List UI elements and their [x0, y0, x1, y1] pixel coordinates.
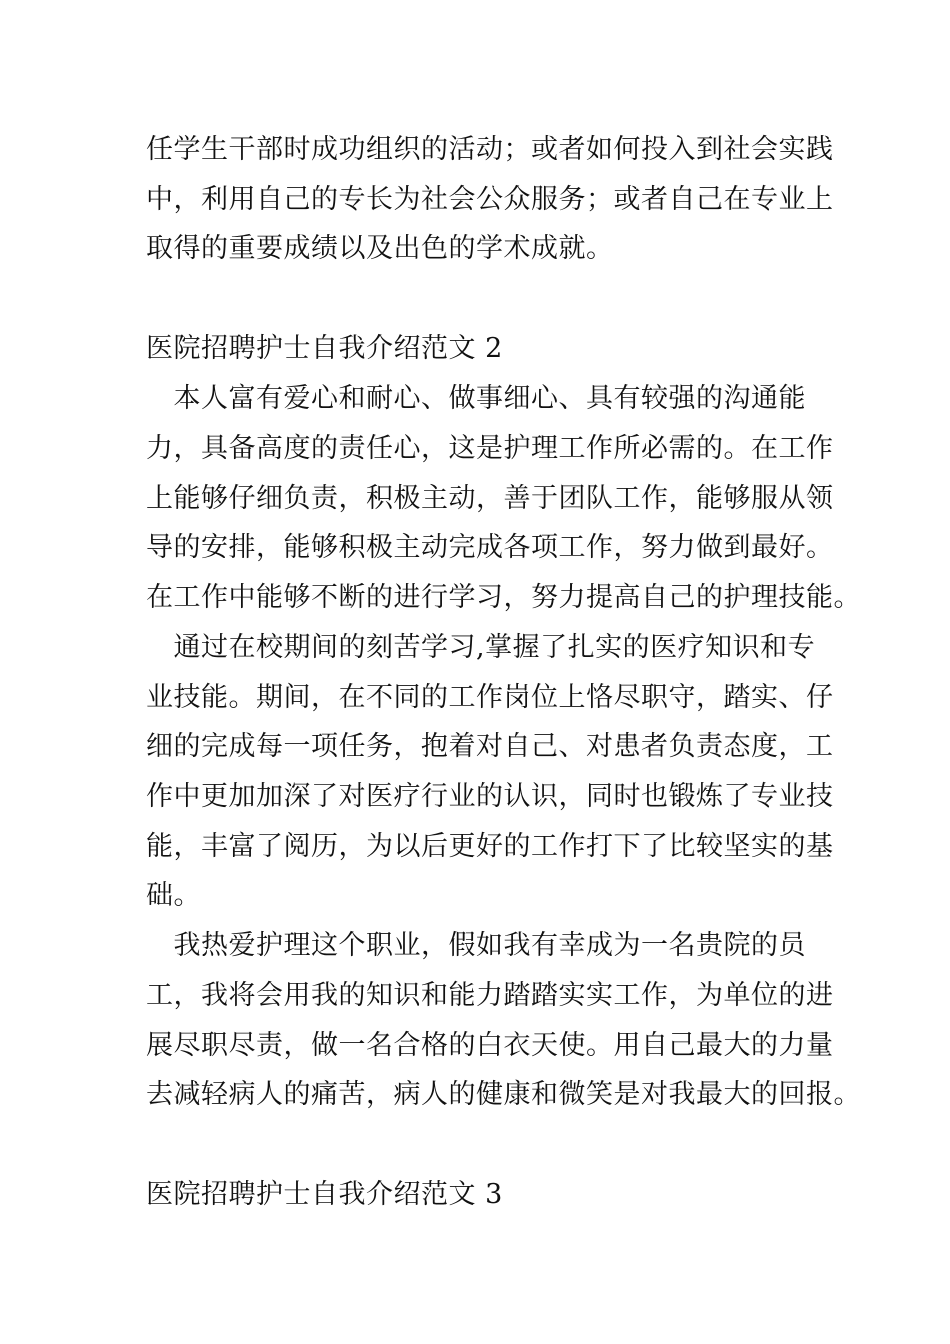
paragraph-line: 任学生干部时成功组织的活动；或者如何投入到社会实践 — [146, 134, 834, 165]
section-heading-2: 医院招聘护士自我介绍范文 2 — [146, 333, 503, 364]
paragraph-line: 展尽职尽责，做一名合格的白衣天使。用自己最大的力量 — [146, 1030, 834, 1061]
paragraph-line: 础。 — [146, 880, 201, 911]
paragraph-line: 在工作中能够不断的进行学习，努力提高自己的护理技能。 — [146, 582, 861, 613]
section-heading-3: 医院招聘护士自我介绍范文 3 — [146, 1179, 503, 1210]
paragraph-line: 业技能。期间，在不同的工作岗位上恪尽职守，踏实、仔 — [146, 682, 834, 713]
paragraph-line: 本人富有爱心和耐心、做事细心、具有较强的沟通能 — [146, 383, 806, 414]
paragraph-line: 上能够仔细负责，积极主动，善于团队工作，能够服从领 — [146, 483, 834, 514]
paragraph-line: 我热爱护理这个职业，假如我有幸成为一名贵院的员 — [146, 930, 806, 961]
paragraph-line: 导的安排，能够积极主动完成各项工作，努力做到最好。 — [146, 532, 834, 563]
paragraph-line: 中，利用自己的专长为社会公众服务；或者自己在专业上 — [146, 184, 834, 215]
paragraph-line: 工，我将会用我的知识和能力踏踏实实工作，为单位的进 — [146, 980, 834, 1011]
paragraph-line: 能，丰富了阅历，为以后更好的工作打下了比较坚实的基 — [146, 831, 834, 862]
paragraph-line: 去减轻病人的痛苦，病人的健康和微笑是对我最大的回报。 — [146, 1079, 861, 1110]
paragraph-line: 取得的重要成绩以及出色的学术成就。 — [146, 233, 614, 264]
paragraph-line: 通过在校期间的刻苦学习,掌握了扎实的医疗知识和专 — [146, 632, 816, 663]
paragraph-line: 细的完成每一项任务，抱着对自己、对患者负责态度，工 — [146, 731, 834, 762]
paragraph-line: 作中更加加深了对医疗行业的认识，同时也锻炼了专业技 — [146, 781, 834, 812]
paragraph-line: 力，具备高度的责任心，这是护理工作所必需的。在工作 — [146, 433, 834, 464]
